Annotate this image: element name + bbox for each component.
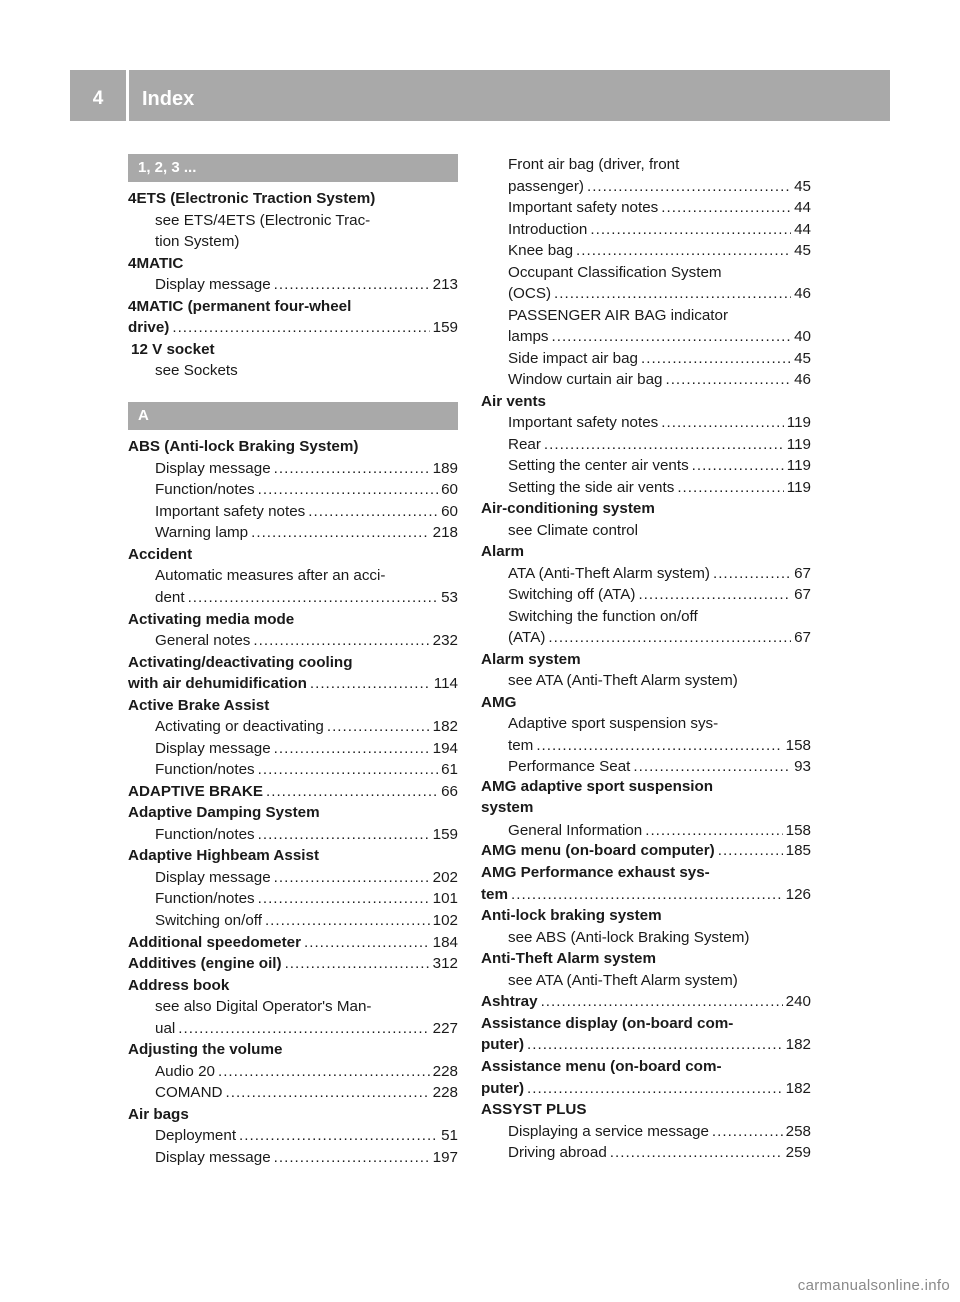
page-ref: 194 xyxy=(432,740,458,757)
entry-title: Additives (engine oil) xyxy=(128,955,282,972)
index-entry xyxy=(481,1078,811,1100)
page-ref: 119 xyxy=(786,479,811,496)
page-ref: 259 xyxy=(785,1144,811,1161)
leader-dots xyxy=(239,1125,438,1147)
index-subentry xyxy=(128,716,458,738)
index-entry xyxy=(128,953,458,975)
leader-dots xyxy=(304,932,430,954)
index-entry xyxy=(128,339,458,361)
index-entry xyxy=(481,862,811,884)
entry-text: Setting the side air vents xyxy=(508,479,675,496)
entry-text: Function/notes xyxy=(155,761,255,778)
entry-title: Alarm system xyxy=(481,651,581,668)
index-entry xyxy=(481,905,811,927)
index-subentry xyxy=(481,154,811,176)
leader-dots xyxy=(274,1147,430,1169)
index-subentry xyxy=(481,713,811,735)
entry-title: Adjusting the volume xyxy=(128,1041,283,1058)
entry-text: Function/notes xyxy=(155,826,255,843)
section-heading-numbers: 1, 2, 3 ... xyxy=(128,154,458,182)
page-ref: 61 xyxy=(441,761,458,778)
entry-text: Switching on/off xyxy=(155,912,262,929)
leader-dots xyxy=(633,756,791,778)
entry-text: Window curtain air bag xyxy=(508,371,663,388)
index-subentry xyxy=(128,360,458,382)
index-entry xyxy=(481,391,811,413)
page-ref: 119 xyxy=(786,414,811,431)
index-subentry xyxy=(481,348,811,370)
index-subentry xyxy=(128,1018,458,1040)
section-heading-a: A xyxy=(128,402,458,430)
index-entry xyxy=(481,884,811,906)
entry-title: 4MATIC xyxy=(128,255,184,272)
index-entry xyxy=(481,776,811,798)
entry-text: (ATA) xyxy=(508,629,546,646)
entry-text: Driving abroad xyxy=(508,1144,607,1161)
entry-title: puter) xyxy=(481,1036,525,1053)
page-header xyxy=(70,70,890,121)
index-entry xyxy=(128,188,458,210)
leader-dots xyxy=(665,369,791,391)
index-subentry xyxy=(128,824,458,846)
index-entry xyxy=(128,1104,458,1126)
leader-dots xyxy=(552,326,792,348)
index-entry xyxy=(481,692,811,714)
entry-title: Assistance display (on-board com- xyxy=(481,1015,734,1032)
entry-text: Automatic measures after an acci- xyxy=(155,567,386,584)
leader-dots xyxy=(226,1082,430,1104)
page-ref: 45 xyxy=(794,242,811,259)
leader-dots xyxy=(527,1078,783,1100)
leader-dots xyxy=(258,888,430,910)
entry-title: AMG adaptive sport suspension xyxy=(481,778,714,795)
index-entry xyxy=(128,845,458,867)
entry-text: passenger) xyxy=(508,178,584,195)
entry-text: Display message xyxy=(155,1149,271,1166)
entry-text: see Climate control xyxy=(508,522,638,539)
entry-title: Activating media mode xyxy=(128,611,295,628)
entry-title: AMG xyxy=(481,694,517,711)
entry-title: Anti-lock braking system xyxy=(481,907,662,924)
leader-dots xyxy=(638,584,791,606)
leader-dots xyxy=(285,953,430,975)
index-subentry xyxy=(128,910,458,932)
leader-dots xyxy=(661,197,791,219)
index-subentry xyxy=(128,458,458,480)
entry-title: AMG menu (on-board computer) xyxy=(481,842,715,859)
page-ref: 93 xyxy=(794,758,811,775)
index-subentry xyxy=(128,1125,458,1147)
leader-dots xyxy=(536,735,782,757)
entry-text: tion System) xyxy=(155,233,240,250)
leader-dots xyxy=(527,1034,783,1056)
index-entry xyxy=(128,1039,458,1061)
entry-title: ADAPTIVE BRAKE xyxy=(128,783,264,800)
entry-text: Function/notes xyxy=(155,890,255,907)
index-subentry xyxy=(481,1142,811,1164)
entry-text: ATA (Anti-Theft Alarm system) xyxy=(508,565,710,582)
entry-text: Display message xyxy=(155,869,271,886)
entry-text: Introduction xyxy=(508,221,588,238)
page-ref: 119 xyxy=(786,436,811,453)
page-ref: 45 xyxy=(794,350,811,367)
page-ref: 46 xyxy=(794,371,811,388)
index-subentry xyxy=(481,520,811,542)
index-subentry xyxy=(481,434,811,456)
entry-title: Activating/deactivating cooling xyxy=(128,654,353,671)
page-ref: 218 xyxy=(432,524,458,541)
index-subentry xyxy=(128,1147,458,1169)
page-ref: 158 xyxy=(785,737,811,754)
entry-text: Activating or deactivating xyxy=(155,718,324,735)
index-entry xyxy=(128,317,458,339)
leader-dots xyxy=(587,176,791,198)
leader-dots xyxy=(677,477,783,499)
index-entry xyxy=(128,975,458,997)
leader-dots xyxy=(188,587,439,609)
entry-title: Air-conditioning system xyxy=(481,500,655,517)
entry-title: 4ETS (Electronic Traction System) xyxy=(128,190,376,207)
page-ref: 53 xyxy=(441,589,458,606)
entry-text: Deployment xyxy=(155,1127,237,1144)
leader-dots xyxy=(713,563,791,585)
entry-text: Warning lamp xyxy=(155,524,249,541)
entry-text: Audio 20 xyxy=(155,1063,215,1080)
page-ref: 60 xyxy=(441,481,458,498)
index-subentry xyxy=(481,584,811,606)
page-ref: 119 xyxy=(786,457,811,474)
entry-text: Display message xyxy=(155,740,271,757)
entry-title: Accident xyxy=(128,546,193,563)
page-ref: 228 xyxy=(432,1084,458,1101)
index-subentry xyxy=(128,738,458,760)
page-ref: 46 xyxy=(794,285,811,302)
leader-dots xyxy=(576,240,791,262)
page-ref: 67 xyxy=(794,565,811,582)
entry-text: Front air bag (driver, front xyxy=(508,156,680,173)
index-entry xyxy=(481,1099,811,1121)
leader-dots xyxy=(258,824,430,846)
index-subentry xyxy=(128,479,458,501)
index-subentry xyxy=(128,759,458,781)
leader-dots xyxy=(274,867,430,889)
entry-text: ual xyxy=(155,1020,176,1037)
entry-text: Performance Seat xyxy=(508,758,631,775)
page-ref: 184 xyxy=(432,934,458,951)
index-entry xyxy=(481,1056,811,1078)
page-ref: 126 xyxy=(785,886,811,903)
page-ref: 44 xyxy=(794,199,811,216)
index-subentry xyxy=(481,326,811,348)
entry-text: Display message xyxy=(155,276,271,293)
page-ref: 102 xyxy=(432,912,458,929)
index-subentry xyxy=(128,565,458,587)
entry-text: Important safety notes xyxy=(508,199,659,216)
index-entry xyxy=(128,253,458,275)
header-divider xyxy=(126,70,129,121)
entry-text: General Information xyxy=(508,822,643,839)
index-entry xyxy=(481,991,811,1013)
page-ref: 312 xyxy=(432,955,458,972)
index-entry xyxy=(481,948,811,970)
page-ref: 185 xyxy=(785,842,811,859)
page-ref: 51 xyxy=(441,1127,458,1144)
leader-dots xyxy=(274,738,430,760)
leader-dots xyxy=(692,455,784,477)
entry-title: drive) xyxy=(128,319,170,336)
index-entry xyxy=(128,673,458,695)
leader-dots xyxy=(590,219,791,241)
index-entry xyxy=(481,498,811,520)
index-subentry xyxy=(481,735,811,757)
page-ref: 45 xyxy=(794,178,811,195)
leader-dots xyxy=(178,1018,429,1040)
index-subentry xyxy=(128,210,458,232)
index-subentry xyxy=(481,262,811,284)
page-ref: 67 xyxy=(794,586,811,603)
leader-dots xyxy=(274,458,430,480)
entry-text: lamps xyxy=(508,328,549,345)
index-entry xyxy=(481,840,811,862)
index-subentry xyxy=(481,820,811,842)
leader-dots xyxy=(718,840,783,862)
index-entry xyxy=(481,1034,811,1056)
index-subentry xyxy=(481,369,811,391)
entry-text: Rear xyxy=(508,436,541,453)
index-subentry xyxy=(128,501,458,523)
entry-text: see also Digital Operator's Man- xyxy=(155,998,372,1015)
entry-title: 4MATIC (permanent four-wheel xyxy=(128,298,352,315)
index-entry xyxy=(128,781,458,803)
index-entry xyxy=(128,652,458,674)
leader-dots xyxy=(712,1121,783,1143)
entry-text: Displaying a service message xyxy=(508,1123,709,1140)
leader-dots xyxy=(266,781,438,803)
page-ref: 60 xyxy=(441,503,458,520)
entry-title: Adaptive Highbeam Assist xyxy=(128,847,320,864)
leader-dots xyxy=(548,627,791,649)
entry-title: tem xyxy=(481,886,509,903)
index-subentry xyxy=(481,176,811,198)
entry-title: Active Brake Assist xyxy=(128,697,270,714)
entry-text: Side impact air bag xyxy=(508,350,639,367)
leader-dots xyxy=(308,501,438,523)
index-subentry xyxy=(481,1121,811,1143)
index-subentry xyxy=(128,1061,458,1083)
entry-title: Address book xyxy=(128,977,230,994)
leader-dots xyxy=(274,274,430,296)
index-subentry xyxy=(128,1082,458,1104)
entry-title: with air dehumidification xyxy=(128,675,307,692)
entry-text: see Sockets xyxy=(155,362,238,379)
page-ref: 182 xyxy=(785,1036,811,1053)
page-ref: 182 xyxy=(785,1080,811,1097)
entry-text: see ATA (Anti-Theft Alarm system) xyxy=(508,672,738,689)
page-ref: 44 xyxy=(794,221,811,238)
page-ref: 189 xyxy=(432,460,458,477)
index-subentry xyxy=(481,477,811,499)
entry-text: Switching off (ATA) xyxy=(508,586,636,603)
index-subentry xyxy=(128,231,458,253)
index-subentry xyxy=(128,274,458,296)
leader-dots xyxy=(645,820,782,842)
index-entry xyxy=(128,609,458,631)
page-ref: 258 xyxy=(785,1123,811,1140)
entry-title: Adaptive Damping System xyxy=(128,804,320,821)
page-ref: 232 xyxy=(432,632,458,649)
page-ref: 114 xyxy=(433,675,458,692)
index-subentry xyxy=(481,305,811,327)
index-subentry xyxy=(481,197,811,219)
index-subentry xyxy=(128,630,458,652)
index-subentry xyxy=(481,927,811,949)
entry-title: Assistance menu (on-board com- xyxy=(481,1058,722,1075)
entry-text: tem xyxy=(508,737,534,754)
index-subentry xyxy=(128,522,458,544)
leader-dots xyxy=(641,348,791,370)
page-ref: 240 xyxy=(785,993,811,1010)
leader-dots xyxy=(610,1142,783,1164)
leader-dots xyxy=(327,716,430,738)
index-subentry xyxy=(481,283,811,305)
entry-title: Ashtray xyxy=(481,993,538,1010)
entry-title: puter) xyxy=(481,1080,525,1097)
index-subentry xyxy=(481,627,811,649)
entry-text: Important safety notes xyxy=(508,414,659,431)
entry-text: Switching the function on/off xyxy=(508,608,698,625)
page-ref: 67 xyxy=(794,629,811,646)
index-subentry xyxy=(481,412,811,434)
entry-text: see ABS (Anti-lock Braking System) xyxy=(508,929,750,946)
index-entry xyxy=(128,695,458,717)
page-ref: 182 xyxy=(432,718,458,735)
entry-text: PASSENGER AIR BAG indicator xyxy=(508,307,729,324)
leader-dots xyxy=(511,884,783,906)
index-subentry xyxy=(128,996,458,1018)
page-number: 4 xyxy=(92,88,104,109)
index-entry xyxy=(128,436,458,458)
entry-text: Setting the center air vents xyxy=(508,457,689,474)
index-entry xyxy=(128,932,458,954)
page-ref: 101 xyxy=(432,890,458,907)
page-ref: 158 xyxy=(785,822,811,839)
index-entry xyxy=(481,797,811,819)
index-entry xyxy=(481,541,811,563)
leader-dots xyxy=(541,991,783,1013)
index-subentry xyxy=(481,455,811,477)
entry-title: system xyxy=(481,799,534,816)
entry-title: AMG Performance exhaust sys- xyxy=(481,864,710,881)
index-subentry xyxy=(481,240,811,262)
index-subentry xyxy=(481,670,811,692)
index-entry xyxy=(128,802,458,824)
leader-dots xyxy=(265,910,430,932)
entry-text: dent xyxy=(155,589,185,606)
entry-text: Function/notes xyxy=(155,481,255,498)
leader-dots xyxy=(310,673,431,695)
leader-dots xyxy=(253,630,429,652)
index-subentry xyxy=(481,563,811,585)
page-ref: 213 xyxy=(432,276,458,293)
entry-title: Air vents xyxy=(481,393,546,410)
leader-dots xyxy=(258,759,438,781)
entry-text: see ATA (Anti-Theft Alarm system) xyxy=(508,972,738,989)
entry-title: Anti-Theft Alarm system xyxy=(481,950,656,967)
entry-text: see ETS/4ETS (Electronic Trac- xyxy=(155,212,371,229)
entry-text: Knee bag xyxy=(508,242,574,259)
page-title: Index xyxy=(142,88,195,110)
entry-title: Alarm xyxy=(481,543,525,560)
leader-dots xyxy=(218,1061,430,1083)
page-ref: 202 xyxy=(432,869,458,886)
entry-text: Occupant Classification System xyxy=(508,264,722,281)
entry-text: COMAND xyxy=(155,1084,223,1101)
index-entry xyxy=(481,649,811,671)
entry-title: ABS (Anti-lock Braking System) xyxy=(128,438,359,455)
entry-title: ASSYST PLUS xyxy=(481,1101,587,1118)
index-subentry xyxy=(128,587,458,609)
page-ref: 40 xyxy=(794,328,811,345)
leader-dots xyxy=(661,412,784,434)
entry-title: Air bags xyxy=(128,1106,189,1123)
index-subentry xyxy=(481,756,811,778)
entry-title: 12 V socket xyxy=(131,341,215,358)
entry-title: Additional speedometer xyxy=(128,934,301,951)
leader-dots xyxy=(172,317,429,339)
leader-dots xyxy=(544,434,784,456)
index-subentry xyxy=(128,867,458,889)
page-ref: 227 xyxy=(432,1020,458,1037)
index-subentry xyxy=(481,606,811,628)
index-subentry xyxy=(128,888,458,910)
entry-text: Important safety notes xyxy=(155,503,306,520)
leader-dots xyxy=(258,479,438,501)
index-subentry xyxy=(481,219,811,241)
index-entry xyxy=(481,1013,811,1035)
entry-text: Display message xyxy=(155,460,271,477)
index-subentry xyxy=(481,970,811,992)
page-ref: 159 xyxy=(432,826,458,843)
page-ref: 197 xyxy=(432,1149,458,1166)
entry-text: General notes xyxy=(155,632,251,649)
page-ref: 228 xyxy=(432,1063,458,1080)
watermark: carmanualsonline.info xyxy=(797,1277,950,1294)
leader-dots xyxy=(251,522,430,544)
page-ref: 159 xyxy=(432,319,458,336)
index-entry xyxy=(128,544,458,566)
entry-text: Adaptive sport suspension sys- xyxy=(508,715,719,732)
leader-dots xyxy=(554,283,791,305)
entry-text: (OCS) xyxy=(508,285,552,302)
page-ref: 66 xyxy=(441,783,458,800)
index-entry xyxy=(128,296,458,318)
